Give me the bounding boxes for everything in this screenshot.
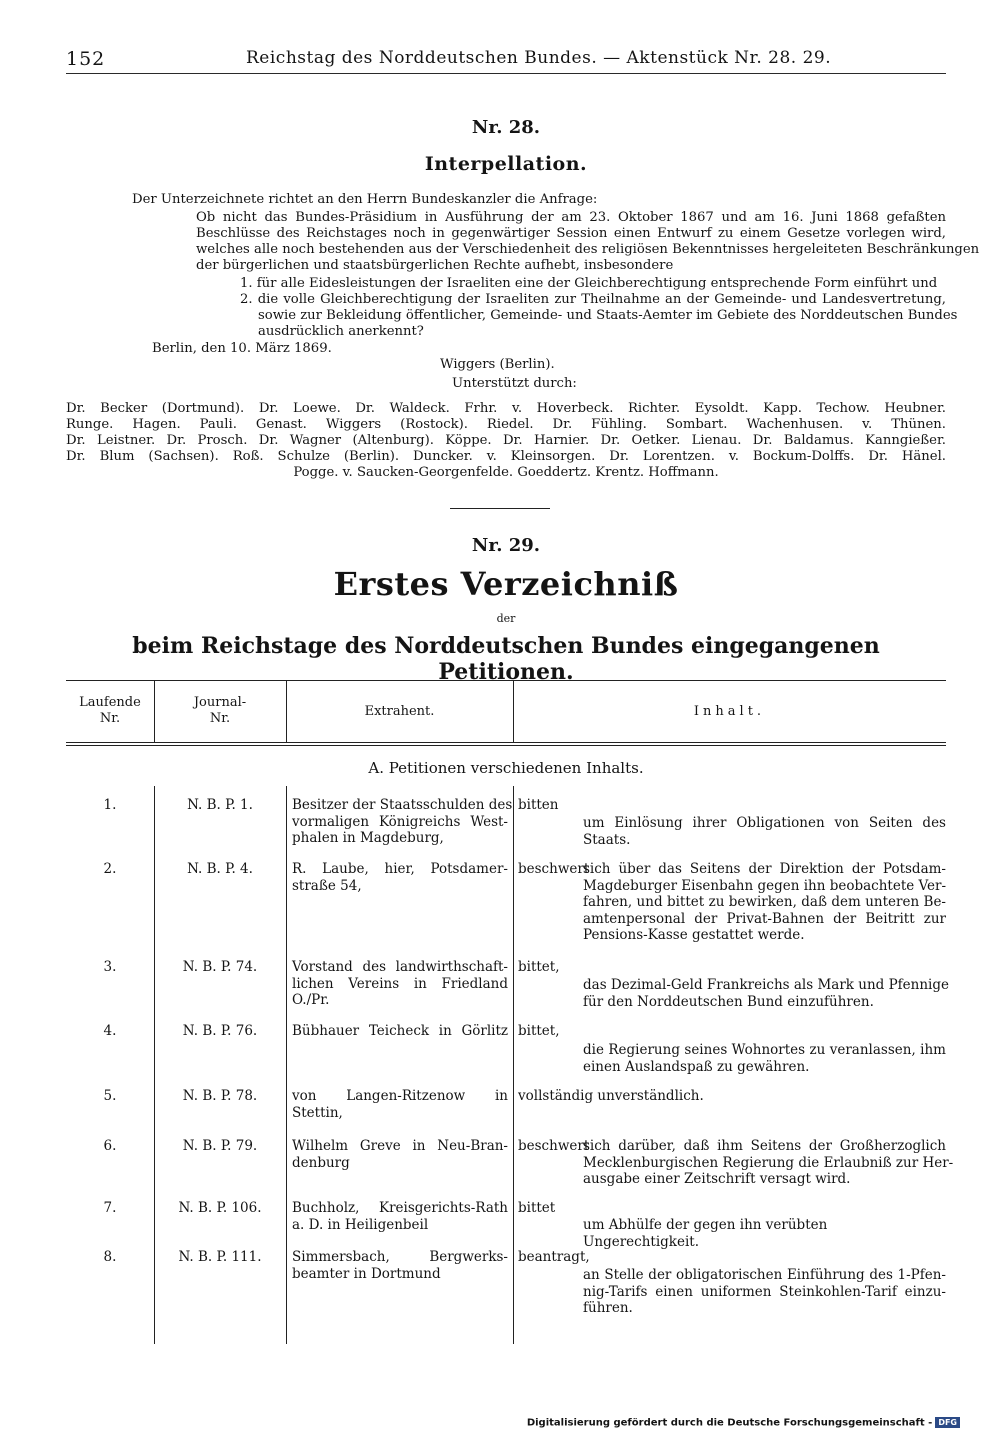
header-extrahent: Extrahent. <box>364 704 435 719</box>
digitization-credit <box>527 1417 960 1429</box>
row-extrahent: Simmersbach, Bergwerks- beamter in Dortmund <box>292 1249 508 1282</box>
doc29-title: Erstes Verzeichniß <box>333 565 679 603</box>
row-extrahent: von Langen-Ritzenow in Stettin, <box>292 1088 508 1121</box>
row-journal: N. B. P. 4. <box>187 861 253 877</box>
dfg-logo: DFG <box>935 1417 960 1428</box>
row-verb: beschwert <box>518 861 590 877</box>
table-header-rule <box>66 745 946 746</box>
row-verb: beantragt, <box>518 1249 590 1265</box>
doc28-question-line: welches alle noch bestehenden aus der Verschiedenheit des religiösen Bekenntnisses hergeleiteten Beschränkungen <box>196 242 980 257</box>
doc28-supporters-line: Dr. Blum (Sachsen). Roß. Schulze (Berlin). Duncker. v. Kleinsorgen. Dr. Lorentzen. v. Bockum-Dolffs. Dr. Hänel. <box>66 449 946 464</box>
header-laufende-nr: Laufende Nr. <box>79 695 141 726</box>
row-inhalt: das Dezimal-Geld Frankreichs als Mark und Pfennige für den Norddeutschen Bund einzuführen. <box>583 977 949 1010</box>
doc28-heading: Interpellation. <box>424 153 588 175</box>
row-extrahent: Besitzer der Staatsschulden des vormaligen Königreichs West- phalen in Magdeburg, <box>292 797 513 846</box>
doc28-item-2-line: 2. die volle Gleichberechtigung der Israeliten zur Theilnahme an der Gemeinde- und Landesvertretung, <box>240 292 946 307</box>
column-divider <box>286 786 287 1344</box>
row-verb: bittet, <box>518 959 560 975</box>
row-number: 2. <box>103 861 117 877</box>
row-inhalt: um Abhülfe der gegen ihn verübten Ungerechtigkeit. <box>583 1217 828 1250</box>
row-journal: N. B. P. 74. <box>182 959 258 975</box>
table-section-title: A. Petitionen verschiedenen Inhalts. <box>368 759 644 777</box>
header-inhalt: Inhalt. <box>693 704 766 719</box>
doc28-item-1: 1. für alle Eidesleistungen der Israeliten eine der Gleichberechtigung entsprechende Form einführt und <box>240 276 938 291</box>
row-extrahent: Vorstand des landwirthschaft- lichen Vereins in Friedland O./Pr. <box>292 959 508 1008</box>
row-extrahent: R. Laube, hier, Potsdamer- straße 54, <box>292 861 508 894</box>
doc28-supporters-line: Runge. Hagen. Pauli. Genast. Wiggers (Rostock). Riedel. Dr. Fühling. Sombart. Wachenhusen. v. Thünen. <box>66 417 946 432</box>
row-verb: bittet <box>518 1200 556 1216</box>
doc29-subtitle: beim Reichstage des Norddeutschen Bundes eingegangenen Petitionen. <box>132 633 880 685</box>
row-verb: bittet, <box>518 1023 560 1039</box>
row-number: 3. <box>103 959 117 975</box>
doc28-signature: Wiggers (Berlin). <box>440 357 555 372</box>
header-divider <box>66 73 946 74</box>
row-extrahent: Wilhelm Greve in Neu-Bran- denburg <box>292 1138 508 1171</box>
doc28-date: Berlin, den 10. März 1869. <box>152 341 332 356</box>
doc28-question-line: Ob nicht das Bundes-Präsidium in Ausführung der am 23. Oktober 1867 und am 16. Juni 1868 gefaßten <box>196 210 946 225</box>
row-number: 4. <box>103 1023 117 1039</box>
row-verb: bitten <box>518 797 559 813</box>
row-journal: N. B. P. 76. <box>182 1023 258 1039</box>
header-journal-nr: Journal- Nr. <box>193 695 247 726</box>
row-journal: N. B. P. 106. <box>178 1200 262 1216</box>
row-number: 1. <box>103 797 117 813</box>
doc28-supporters-line: Dr. Becker (Dortmund). Dr. Loewe. Dr. Waldeck. Frhr. v. Hoverbeck. Richter. Eysoldt. Kapp. Techow. Heubner. <box>66 401 946 416</box>
row-journal: N. B. P. 79. <box>182 1138 258 1154</box>
row-inhalt: um Einlösung ihrer Obligationen von Seiten des Staats. <box>583 815 946 848</box>
doc28-item-2-line: ausdrücklich anerkennt? <box>258 324 424 339</box>
section-divider <box>450 508 550 509</box>
doc28-supporters-last: Pogge. v. Saucken-Georgenfelde. Goeddertz. Krentz. Hoffmann. <box>293 465 719 480</box>
row-number: 5. <box>103 1088 117 1104</box>
doc28-supporters-line: Dr. Leistner. Dr. Prosch. Dr. Wagner (Altenburg). Köppe. Dr. Harnier. Dr. Oetker. Lienau. Dr. Baldamus. Kanngießer. <box>66 433 946 448</box>
row-verb: beschwert <box>518 1138 590 1154</box>
row-inhalt: sich über das Seitens der Direktion der Potsdam- Magdeburger Eisenbahn gegen ihn beobachtete Ver- fahren, und bittet zu bewirken, daß dem unteren Be- amtenpersonal der Privat-Bahnen der Beitritt zur Pensions-Kasse gestattet werde. <box>583 861 947 943</box>
row-inhalt: an Stelle der obligatorischen Einführung des 1-Pfen- nig-Tarifs einen uniformen Steinkohlen-Tarif einzu- führen. <box>583 1267 946 1316</box>
table-top-rule <box>66 680 946 681</box>
column-divider <box>513 786 514 1344</box>
running-title: Reichstag des Norddeutschen Bundes. — Aktenstück Nr. 28. 29. <box>246 48 832 68</box>
doc28-question-line: Beschlüsse des Reichstages noch in gegenwärtiger Session einen Entwurf zu einem Gesetze vorlegen wird, <box>196 226 946 241</box>
doc28-question-line: der bürgerlichen und staatsbürgerlichen Rechte aufhebt, insbesondere <box>196 258 674 273</box>
doc29-der: der <box>496 612 516 625</box>
page-number: 152 <box>66 48 106 70</box>
row-number: 6. <box>103 1138 117 1154</box>
doc28-intro: Der Unterzeichnete richtet an den Herrn Bundeskanzler die Anfrage: <box>132 192 598 207</box>
row-number: 7. <box>103 1200 117 1216</box>
row-journal: N. B. P. 111. <box>178 1249 262 1265</box>
doc28-supported-by: Unterstützt durch: <box>452 376 577 391</box>
row-journal: N. B. P. 78. <box>182 1088 258 1104</box>
row-extrahent: Buchholz, Kreisgerichts-Rath a. D. in Heiligenbeil <box>292 1200 508 1233</box>
doc28-item-2-line: sowie zur Bekleidung öffentlicher, Gemeinde- und Staats-Aemter im Gebiete des Norddeutschen Bundes <box>258 308 958 323</box>
doc28-number: Nr. 28. <box>471 117 541 138</box>
footer-text: Digitalisierung gefördert durch die Deutsche Forschungsgemeinschaft - <box>526 1417 933 1429</box>
row-number: 8. <box>103 1249 117 1265</box>
row-journal: N. B. P. 1. <box>187 797 253 813</box>
row-inhalt: sich darüber, daß ihm Seitens der Großherzoglich Mecklenburgischen Regierung die Erlaubniß zur Her- ausgabe einer Zeitschrift versagt wird. <box>583 1138 954 1187</box>
row-extrahent: Bübhauer Teicheck in Görlitz <box>292 1023 508 1039</box>
row-verb: vollständig unverständlich. <box>518 1088 704 1104</box>
row-inhalt: die Regierung seines Wohnortes zu veranlassen, ihm einen Auslandspaß zu gewähren. <box>583 1042 946 1075</box>
doc29-number: Nr. 29. <box>471 535 541 556</box>
table-header-rule <box>66 742 946 743</box>
